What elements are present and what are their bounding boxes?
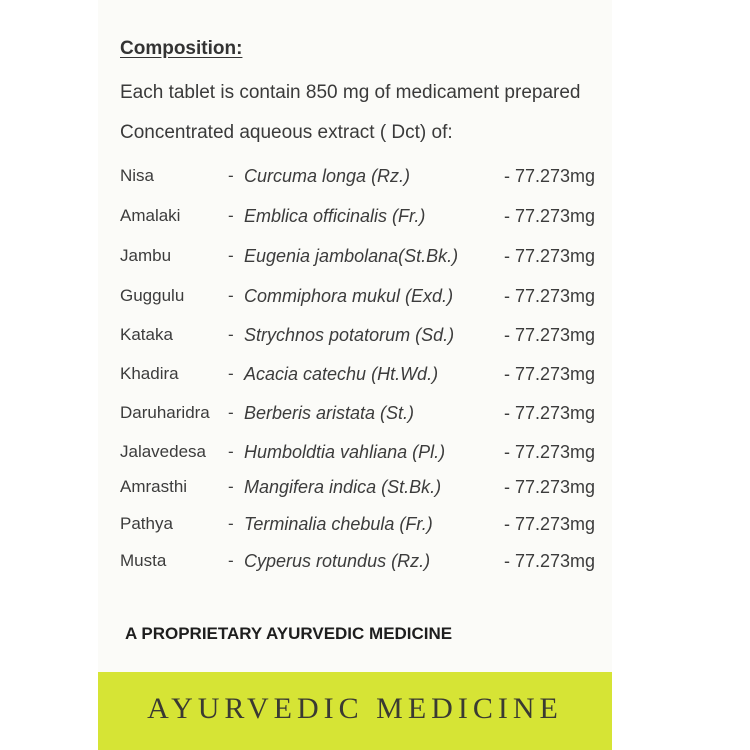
ingredient-row xyxy=(120,206,620,234)
ingredient-botanical: Emblica officinalis (Fr.) xyxy=(244,206,426,226)
ingredient-row xyxy=(120,286,620,314)
ingredient-botanical: Terminalia chebula (Fr.) xyxy=(244,514,433,534)
ingredient-dash: - xyxy=(228,166,234,185)
ingredient-quantity: - 77.273mg xyxy=(504,551,596,571)
ingredient-row xyxy=(120,551,620,579)
ingredient-row xyxy=(120,325,620,353)
ingredient-name: Jalavedesa xyxy=(120,442,207,461)
ingredient-quantity: - 77.273mg xyxy=(504,246,596,266)
ingredient-row xyxy=(120,477,620,505)
ingredient-quantity: - 77.273mg xyxy=(504,403,596,423)
ingredient-botanical: Eugenia jambolana(St.Bk.) xyxy=(244,246,459,266)
ingredient-row xyxy=(120,403,620,431)
band-title: AYURVEDIC MEDICINE xyxy=(147,692,563,725)
ingredient-botanical: Humboldtia vahliana (Pl.) xyxy=(244,442,446,462)
ingredient-name: Musta xyxy=(120,551,167,570)
ingredient-row xyxy=(120,514,620,542)
ingredient-dash: - xyxy=(228,403,234,422)
ingredient-quantity: - 77.273mg xyxy=(504,514,596,534)
intro-line-2: Concentrated aqueous extract ( Dct) of: xyxy=(120,122,453,143)
ingredient-quantity: - 77.273mg xyxy=(504,364,596,384)
ingredient-quantity: - 77.273mg xyxy=(504,325,596,345)
ingredient-quantity: - 77.273mg xyxy=(504,166,596,186)
ingredient-name: Jambu xyxy=(120,246,172,265)
ingredient-row xyxy=(120,166,620,194)
ingredient-botanical: Commiphora mukul (Exd.) xyxy=(244,286,454,306)
ingredient-name: Guggulu xyxy=(120,286,185,305)
proprietary-statement: A PROPRIETARY AYURVEDIC MEDICINE xyxy=(125,624,453,643)
ingredient-quantity: - 77.273mg xyxy=(504,477,596,497)
ingredient-botanical: Acacia catechu (Ht.Wd.) xyxy=(244,364,439,384)
ingredient-dash: - xyxy=(228,477,234,496)
ingredient-name: Pathya xyxy=(120,514,173,533)
ingredient-name: Kataka xyxy=(120,325,173,344)
ingredient-dash: - xyxy=(228,442,234,461)
ingredient-dash: - xyxy=(228,551,234,570)
ingredient-dash: - xyxy=(228,514,234,533)
intro-line-1: Each tablet is contain 850 mg of medicament prepared xyxy=(120,82,581,103)
ingredient-name: Daruharidra xyxy=(120,403,210,422)
ingredient-botanical: Curcuma longa (Rz.) xyxy=(244,166,411,186)
ingredient-row xyxy=(120,442,620,470)
ingredient-botanical: Mangifera indica (St.Bk.) xyxy=(244,477,442,497)
ingredient-botanical: Strychnos potatorum (Sd.) xyxy=(244,325,455,345)
ingredient-dash: - xyxy=(228,286,234,305)
ingredient-name: Nisa xyxy=(120,166,155,185)
ingredient-name: Khadira xyxy=(120,364,179,383)
ingredient-name: Amrasthi xyxy=(120,477,188,496)
ingredient-quantity: - 77.273mg xyxy=(504,286,596,306)
ingredient-botanical: Cyperus rotundus (Rz.) xyxy=(244,551,431,571)
ingredient-quantity: - 77.273mg xyxy=(504,442,596,462)
ingredient-dash: - xyxy=(228,206,234,225)
ingredient-dash: - xyxy=(228,364,234,383)
ingredient-dash: - xyxy=(228,325,234,344)
ingredient-quantity: - 77.273mg xyxy=(504,206,596,226)
ingredient-dash: - xyxy=(228,246,234,265)
composition-heading: Composition: xyxy=(120,38,243,59)
ingredient-name: Amalaki xyxy=(120,206,181,225)
ingredient-botanical: Berberis aristata (St.) xyxy=(244,403,415,423)
ingredient-row xyxy=(120,246,620,274)
ingredient-row xyxy=(120,364,620,392)
bottom-band xyxy=(98,672,612,750)
